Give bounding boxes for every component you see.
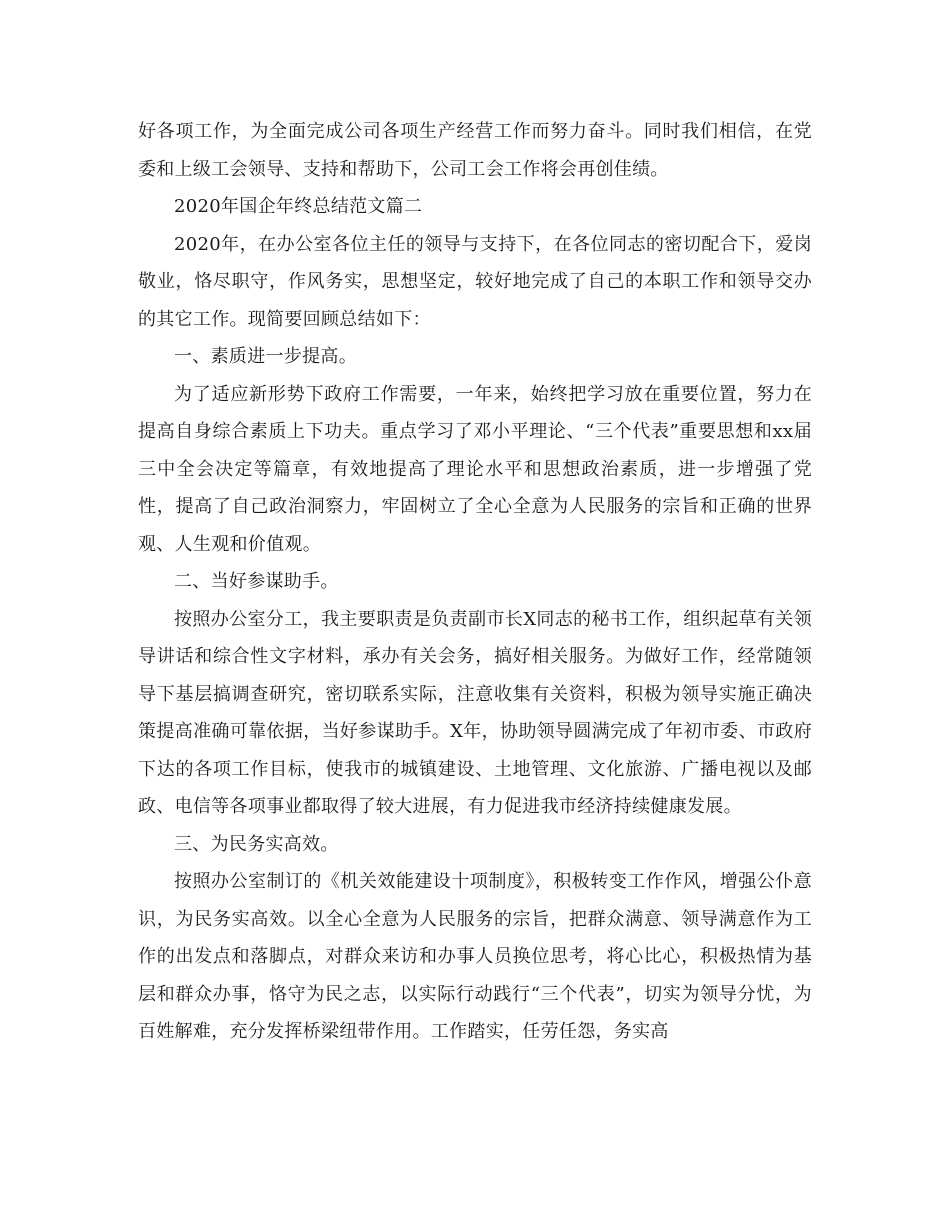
heading-two: 二、当好参谋助手。 <box>174 571 339 592</box>
section-title: 2020年国企年终总结范文篇二 <box>174 196 423 217</box>
paragraph-assistant: 按照办公室分工，我主要职责是负责副市长X同志的秘书工作，组织起草有关领导讲话和综合性文字材料，承办有关会务，搞好相关服务。为做好工作，经常随领导下基层搞调查研究，密切联系实际，注意收集有关资料，积极为领导实施正确决策提高准确可靠依据，当好参谋助手。X年，协助领导圆满完成了年初市委、市政府下达的各项工作目标，使我市的城镇建设、土地管理、文化旅游、广播电视以及邮政、电信等各项事业都取得了较大进展，有力促进我市经济持续健康发展。 <box>138 608 812 817</box>
heading-one: 一、素质进一步提高。 <box>174 346 357 367</box>
paragraph-efficiency: 按照办公室制订的《机关效能建设十项制度》，积极转变工作作风，增强公仆意识，为民务实高效。以全心全意为人民服务的宗旨，把群众满意、领导满意作为工作的出发点和落脚点，对群众来访和办事人员换位思考，将心比心，积极热情为基层和群众办事，恪守为民之志，以实际行动践行“三个代表”，切实为领导分忧，为百姓解难，充分发挥桥梁纽带作用。工作踏实，任劳任怨，务实高 <box>138 871 812 1042</box>
heading-three: 三、为民务实高效。 <box>174 833 339 855</box>
paragraph-continuation: 好各项工作，为全面完成公司各项生产经营工作而努力奋斗。同时我们相信，在党委和上级工会领导、支持和帮助下，公司工会工作将会再创佳绩。 <box>138 121 812 180</box>
document-body <box>138 113 812 1051</box>
paragraph-quality: 为了适应新形势下政府工作需要，一年来，始终把学习放在重要位置，努力在提高自身综合素质上下功夫。重点学习了邓小平理论、“三个代表”重要思想和xx届三中全会决定等篇章，有效地提高了理论水平和思想政治素质，进一步增强了党性，提高了自己政治洞察力，牢固树立了全心全意为人民服务的宗旨和正确的世界观、人生观和价值观。 <box>138 383 812 555</box>
paragraph-intro: 2020年，在办公室各位主任的领导与支持下，在各位同志的密切配合下，爱岗敬业，恪尽职守，作风务实，思想坚定，较好地完成了自己的本职工作和领导交办的其它工作。现简要回顾总结如下： <box>138 233 812 330</box>
